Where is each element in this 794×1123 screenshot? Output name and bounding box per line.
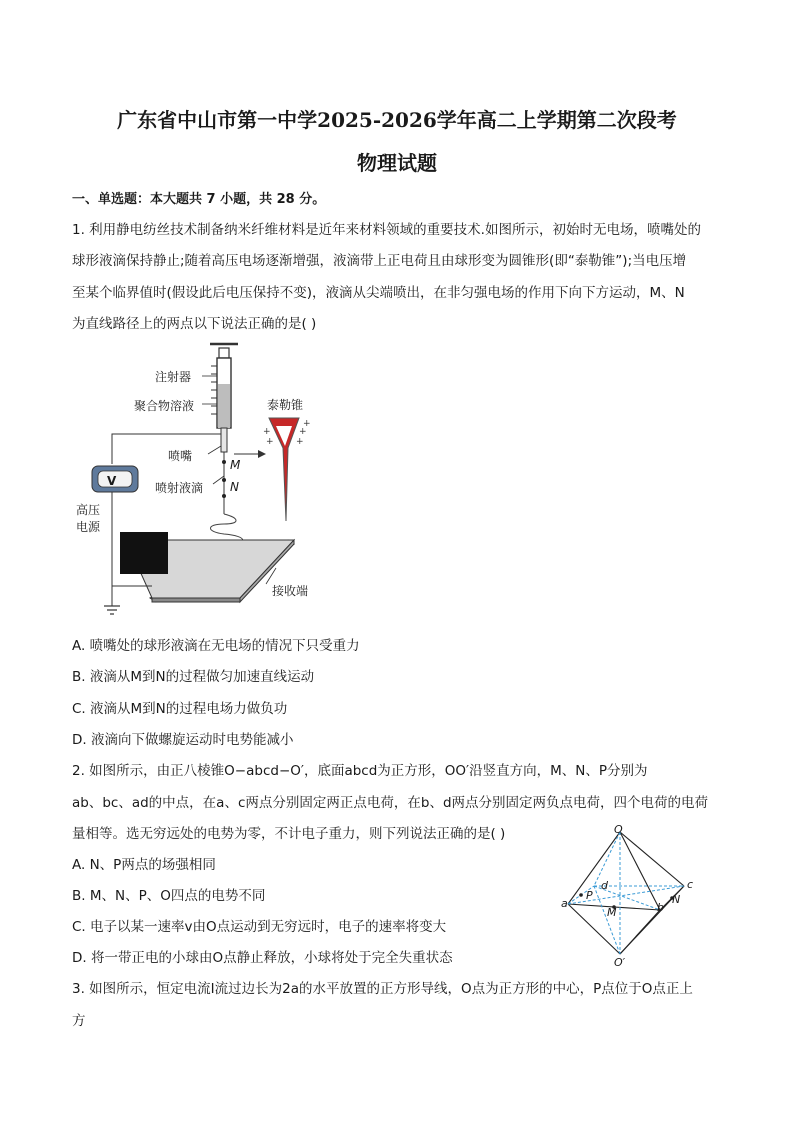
q3-line-1: 3. 如图所示，恒定电流I流过边长为2a的水平放置的正方形导线，O点为正方形的中心，P点位于O点正上 xyxy=(72,981,693,997)
label-hv-1: 高压 xyxy=(76,503,101,517)
q2-line-2: ab、bc、ad的中点，在a、c两点分别固定两正点电荷，在b、d两点分别固定两负点电荷，四个电荷的电荷 xyxy=(72,795,709,811)
q2-line-1: 2. 如图所示，由正八棱锥O−abcd−O′，底面abcd为正方形，OO′沿竖直方向，M、N、P分别为 xyxy=(72,763,648,779)
svg-text:+: + xyxy=(296,437,304,447)
q1-option-d: D. 液滴向下做螺旋运动时电势能减小 xyxy=(72,732,294,748)
svg-text:+: + xyxy=(303,419,311,429)
nozzle xyxy=(221,428,227,452)
q1-line-4: 为直线路径上的两点以下说法正确的是( ) xyxy=(72,316,317,332)
label-point-n: N xyxy=(230,480,239,494)
label-jet-droplet: 喷射液滴 xyxy=(155,481,204,495)
label-syringe: 注射器 xyxy=(155,370,192,384)
syringe-plunger xyxy=(219,348,229,358)
label-point-p: P xyxy=(586,889,593,902)
section-heading: 一、单选题：本大题共 7 小题，共 28 分。 xyxy=(72,192,326,207)
label-nozzle: 喷嘴 xyxy=(168,449,193,463)
label-taylor-cone: 泰勒锥 xyxy=(267,398,304,412)
label-vertex-c: c xyxy=(687,878,694,891)
q1-option-a: A. 喷嘴处的球形液滴在无电场的情况下只受重力 xyxy=(72,638,360,654)
label-vertex-o-prime: O′ xyxy=(614,956,626,969)
svg-text:+: + xyxy=(266,437,274,447)
label-collector: 接收端 xyxy=(272,584,309,598)
label-vertex-a: a xyxy=(561,897,568,910)
q2-option-d: D. 将一带正电的小球由O点静止释放，小球将处于完全失重状态 xyxy=(72,950,453,966)
label-voltmeter: V xyxy=(107,474,117,488)
q1-option-b: B. 液滴从M到N的过程做匀加速直线运动 xyxy=(72,669,315,685)
polymer-solution xyxy=(218,384,230,428)
q2-option-a: A. N、P两点的场强相同 xyxy=(72,857,216,873)
octahedron-figure xyxy=(556,822,716,972)
q1-line-2: 球形液滴保持静止;随着高压电场逐渐增强，液滴带上正电荷且由球形变为圆锥形(即“泰勒锥”);当电压增 xyxy=(72,253,687,269)
label-vertex-d: d xyxy=(601,879,608,892)
q2-line-3: 量相等。选无穷远处的电势为零，不计电子重力，则下列说法正确的是( ) xyxy=(72,826,506,842)
label-point-n2: N xyxy=(672,893,681,906)
nanofiber-mat xyxy=(120,532,168,574)
q1-option-c: C. 液滴从M到N的过程电场力做负功 xyxy=(72,701,288,717)
label-point-m2: M xyxy=(607,906,617,919)
q1-line-3: 至某个临界值时(假设此后电压保持不变)，液滴从尖端喷出，在非匀强电场的作用下向下方运动，M、N xyxy=(72,285,685,301)
q2-option-b: B. M、N、P、O四点的电势不同 xyxy=(72,888,266,904)
label-vertex-o: O xyxy=(614,823,623,836)
svg-text:+: + xyxy=(263,427,271,437)
page-title: 广东省中山市第一中学2025-2026学年高二上学期第二次段考 xyxy=(117,108,677,132)
label-point-m: M xyxy=(230,458,241,472)
q2-option-c: C. 电子以某一速率v由O点运动到无穷远时，电子的速率将变大 xyxy=(72,919,447,935)
svg-text:+: + xyxy=(299,427,307,437)
label-vertex-b: b xyxy=(657,901,664,914)
page-subtitle: 物理试题 xyxy=(357,151,437,175)
q1-line-1: 1. 利用静电纺丝技术制备纳米纤维材料是近年来材料领域的重要技术.如图所示，初始时无电场，喷嘴处的 xyxy=(72,222,701,238)
label-hv-2: 电源 xyxy=(76,520,101,534)
label-polymer-solution: 聚合物溶液 xyxy=(134,399,195,413)
q3-line-2: 方 xyxy=(72,1013,86,1029)
